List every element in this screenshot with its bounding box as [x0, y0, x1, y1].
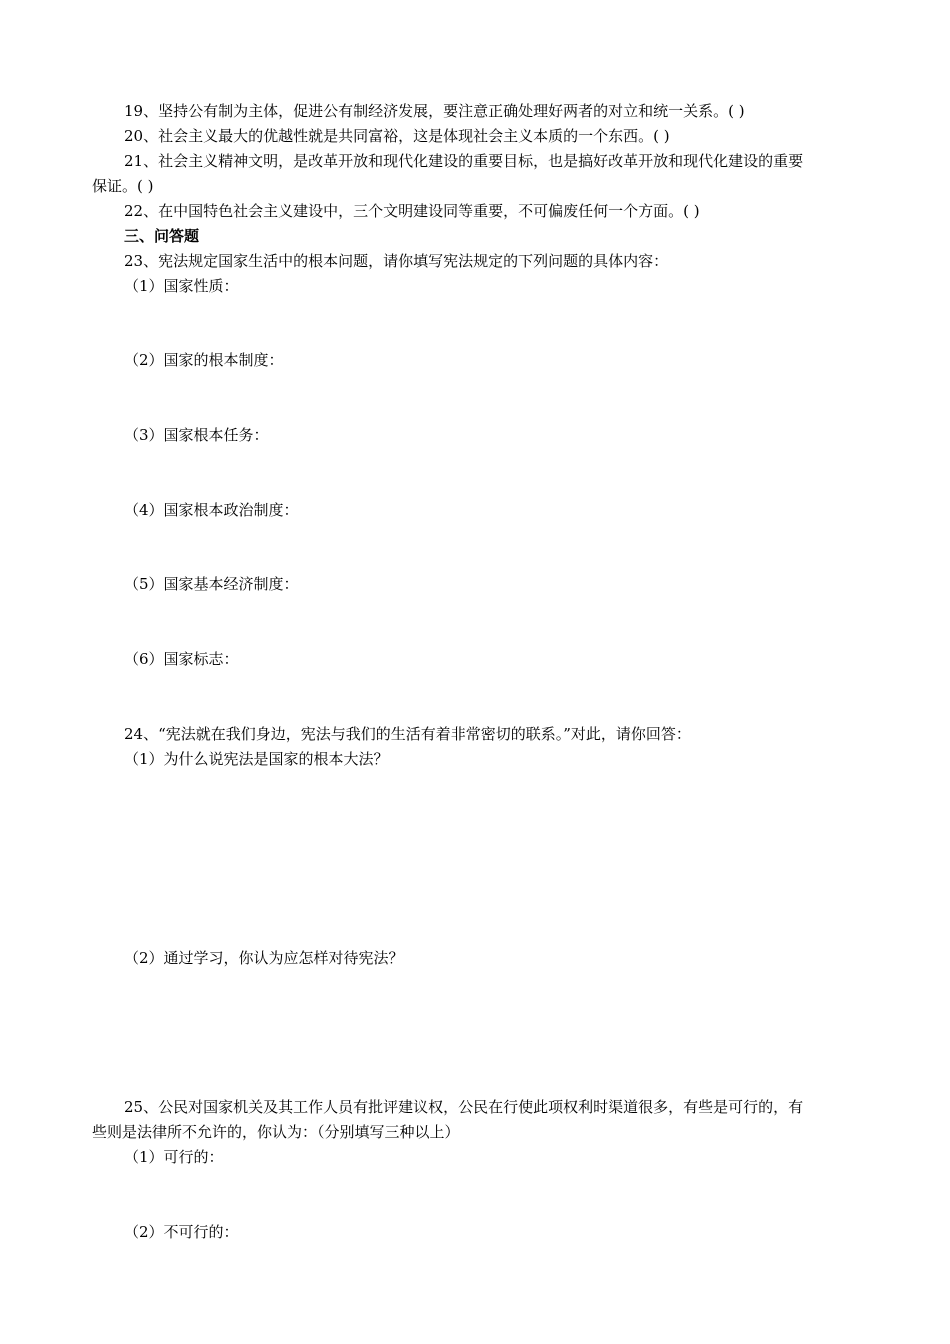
question-23-item-5: （5）国家基本经济制度： — [124, 575, 299, 593]
judgement-item-continuation: 保证。( ) — [92, 177, 154, 195]
section-title: 三、问答题 — [124, 227, 200, 245]
question-23-item-6: （6）国家标志： — [124, 650, 239, 668]
question-25-stem: 25、公民对国家机关及其工作人员有批评建议权，公民在行使此项权利时渠道很多，有些是可行的，有 — [124, 1098, 804, 1116]
question-25-item-1: （1）可行的： — [124, 1148, 224, 1166]
question-23-stem: 23、宪法规定国家生活中的根本问题，请你填写宪法规定的下列问题的具体内容： — [124, 252, 669, 270]
question-24-stem: 24、“宪法就在我们身边，宪法与我们的生活有着非常密切的联系。”对此，请你回答： — [124, 725, 691, 743]
question-25-item-2: （2）不可行的： — [124, 1223, 239, 1241]
question-24-item-2: （2）通过学习，你认为应怎样对待宪法？ — [124, 949, 404, 967]
judgement-item: 21、社会主义精神文明，是改革开放和现代化建设的重要目标，也是搞好改革开放和现代化建设的重要 — [124, 152, 804, 170]
question-23-item-1: （1）国家性质： — [124, 277, 239, 295]
question-23-item-2: （2）国家的根本制度： — [124, 351, 284, 369]
question-23-item-3: （3）国家根本任务： — [124, 426, 269, 444]
judgement-item: 20、社会主义最大的优越性就是共同富裕，这是体现社会主义本质的一个东西。( ) — [124, 127, 670, 145]
judgement-item: 19、坚持公有制为主体，促进公有制经济发展，要注意正确处理好两者的对立和统一关系。( ) — [124, 102, 745, 120]
question-24-item-1: （1）为什么说宪法是国家的根本大法？ — [124, 750, 389, 768]
question-23-item-4: （4）国家根本政治制度： — [124, 501, 299, 519]
judgement-item: 22、在中国特色社会主义建设中，三个文明建设同等重要，不可偏废任何一个方面。( ) — [124, 202, 700, 220]
question-25-stem-continuation: 些则是法律所不允许的，你认为：（分别填写三种以上） — [92, 1123, 460, 1141]
